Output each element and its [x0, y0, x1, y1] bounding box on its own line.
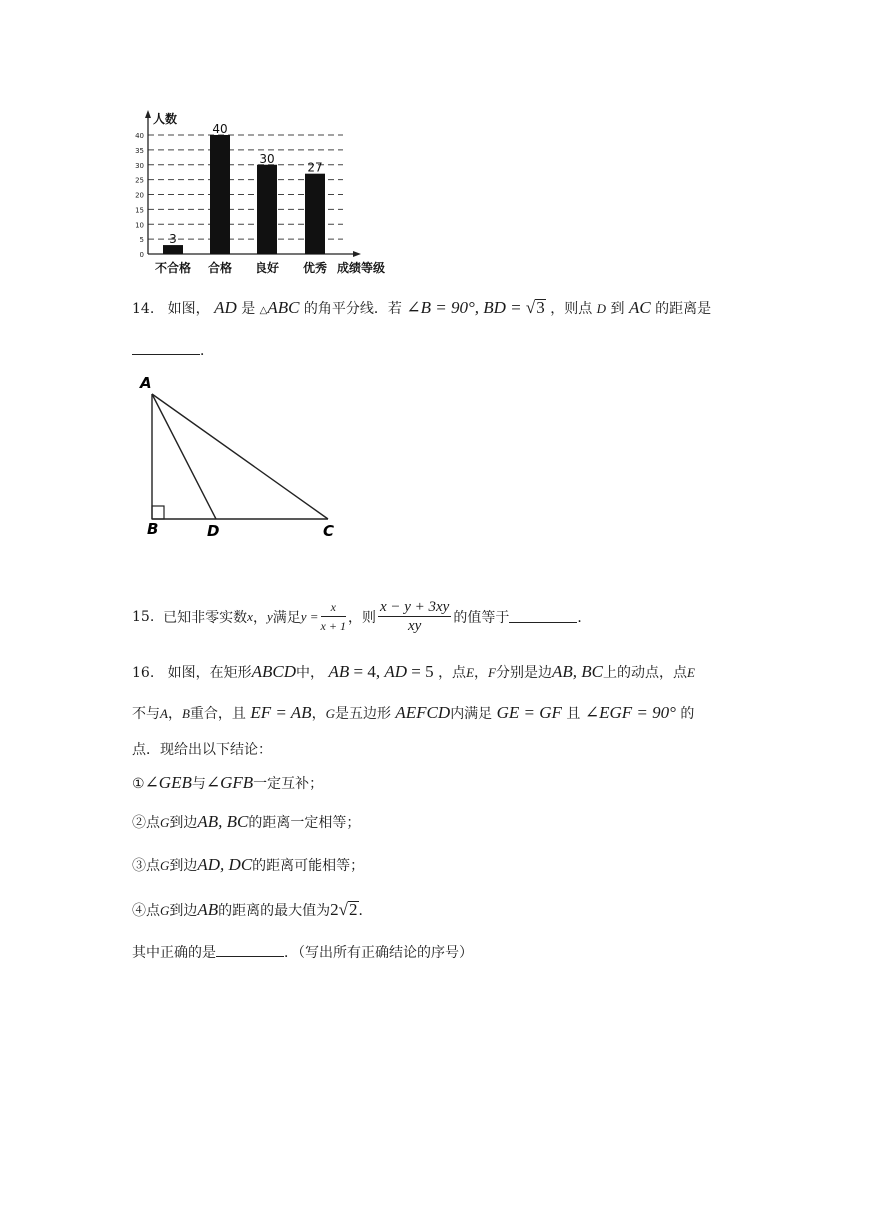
triangle-figure [136, 372, 346, 544]
label-d: D [207, 522, 220, 540]
q16-l2-t3: ， [311, 706, 326, 722]
c1-pre: ① [132, 776, 145, 792]
c4-g: G [160, 903, 170, 918]
q14-math-ad: AD [214, 298, 237, 317]
c1-t1: 与 [191, 776, 206, 792]
q16-l2-t2: 重合，且 [189, 706, 246, 722]
q16-line-3 [132, 739, 272, 759]
q16-l1-ab-bc: AB, BC [551, 662, 603, 681]
c1-t2: 一定互补； [253, 776, 324, 792]
question-14 [132, 298, 711, 318]
q16-l1-e2: E [686, 665, 695, 680]
y-tick-label: 15 [135, 206, 144, 215]
q16-l1-e: E [466, 665, 475, 680]
q16-l1-t2: 中， [296, 665, 325, 681]
c2-t2: 的距离一定相等； [248, 815, 361, 831]
q16-l1-abcd: ABCD [251, 662, 297, 681]
c4-t2: 的距离的最大值为 [218, 903, 331, 919]
category-label: 合格 [207, 261, 233, 275]
c2-ab-bc: AB, BC [197, 812, 249, 831]
q16-l2-t5: 内满足 [450, 706, 493, 722]
c4-end: ． [358, 903, 373, 919]
q14-sqrt-3: 3 [536, 298, 545, 317]
c3-t2: 的距离可能相等； [252, 858, 365, 874]
c2-t1: 到边 [169, 815, 198, 831]
q16-ans-t1: 其中正确的是 [132, 945, 216, 961]
question-15 [132, 598, 591, 635]
c1-angle-geb: ∠GEB [144, 773, 192, 792]
category-label: 优秀 [302, 261, 328, 275]
q15-comma: ， [252, 609, 267, 626]
q16-line-1 [132, 662, 695, 682]
q16-conclusion-3 [132, 855, 364, 875]
q14-math-abc: ABC [267, 298, 300, 317]
q15-end: ． [577, 609, 592, 626]
category-label: 良好 [254, 261, 280, 275]
q15-var-x: x [247, 608, 253, 624]
bar-0 [163, 245, 183, 254]
bar-chart [128, 108, 408, 278]
c3-t1: 到边 [169, 858, 198, 874]
q16-l2-t6: 且 [566, 706, 581, 722]
c3-ad-dc: AD, DC [197, 855, 253, 874]
q16-l2-angle: ∠EGF = 90° [584, 703, 676, 722]
q16-l2-g: G [325, 706, 335, 721]
q16-conclusion-4 [132, 900, 373, 920]
q16-l2-t1: 不与 [132, 706, 160, 722]
q16-l1-comma: ， [474, 665, 489, 681]
q14-answer-line [132, 340, 214, 360]
q16-l2-aefcd: AEFCD [395, 703, 451, 722]
q16-conclusion-2 [132, 812, 360, 832]
y-axis-arrow [145, 110, 151, 118]
q16-answer-blank[interactable] [216, 944, 284, 957]
y-tick-label: 10 [135, 221, 144, 230]
c2-pre: ②点 [132, 815, 160, 831]
c4-sqrt-sign: √ [338, 900, 349, 919]
q16-l2-comma: ， [167, 706, 182, 722]
y-axis-title: 人数 [153, 112, 178, 126]
data-label: 3 [169, 232, 177, 247]
y-tick-label: 30 [135, 161, 144, 170]
q16-l2-t4: 是五边形 [334, 706, 391, 722]
c3-g: G [160, 858, 170, 873]
q16-l1-t4: 分别是边 [495, 665, 552, 681]
q16-l2-ge-gf: GE = GF [496, 703, 562, 722]
q14-text-4: ，则点 [550, 301, 593, 317]
c4-t1: 到边 [169, 903, 198, 919]
q16-l1-ab-ad: AB = 4, AD = 5 [328, 662, 434, 681]
data-label: 27 [307, 160, 323, 175]
q14-text-1: 如图， [167, 301, 210, 317]
q14-end: ． [200, 343, 214, 359]
q15-lhs: y = [300, 608, 319, 624]
q14-point-d: D [596, 301, 607, 316]
q16-number: 16. [132, 665, 155, 681]
y-tick-label: 35 [135, 146, 144, 155]
q15-text-4: 的值等于 [453, 609, 510, 626]
data-label: 30 [259, 151, 275, 166]
q16-l1-t5: 上的动点，点 [602, 665, 687, 681]
sqrt-sign: √ [525, 298, 536, 317]
q15-text-1: 已知非零实数 [163, 609, 248, 626]
q15-fraction-1 [321, 598, 346, 635]
bar-2 [257, 165, 277, 254]
q16-l1-t1: 如图，在矩形 [167, 665, 252, 681]
c1-angle-gfb: ∠GFB [205, 773, 254, 792]
c4-radicand: 2 [349, 900, 358, 919]
q15-answer-blank[interactable] [509, 610, 577, 623]
bar-3 [305, 174, 325, 254]
label-c: C [323, 522, 335, 540]
q15-fraction-2 [378, 598, 451, 635]
q16-ans-t2: ．（写出所有正确结论的序号） [284, 945, 473, 961]
q14-answer-blank[interactable] [132, 342, 200, 355]
q15-frac1-den: x + 1 [320, 619, 346, 633]
q15-var-y: y [266, 608, 273, 624]
q14-text-2: 是 [241, 301, 256, 317]
q14-text-3: 的角平分线．若 [303, 301, 402, 317]
label-b: B [147, 520, 159, 538]
right-angle-mark [152, 506, 164, 519]
q16-l3: 点．现给出以下结论： [132, 742, 272, 758]
x-axis-arrow [353, 251, 361, 257]
q14-math-angle: ∠B = 90°, BD = [406, 298, 526, 317]
q14-text-6: 的距离是 [655, 301, 712, 317]
c2-g: G [160, 815, 170, 830]
c4-pre: ④点 [132, 903, 160, 919]
q16-l1-t3: ，点 [438, 665, 467, 681]
y-tick-label: 40 [135, 132, 144, 140]
chart-axes [145, 110, 361, 257]
y-tick-label: 20 [135, 191, 144, 200]
q16-conclusion-1 [132, 773, 323, 793]
c4-coef: 2 [330, 900, 339, 919]
c3-pre: ③点 [132, 858, 160, 874]
triangle-symbol: △ [259, 305, 268, 316]
q14-text-5: 到 [610, 301, 625, 317]
y-tick-label: 5 [139, 236, 144, 245]
q16-l1-f: F [488, 665, 496, 680]
y-tick-label: 25 [135, 176, 144, 185]
bar-1 [210, 135, 230, 254]
q15-frac2-den: xy [407, 618, 422, 634]
q16-line-2 [132, 703, 694, 723]
q16-l2-ef-ab: EF = AB [250, 703, 312, 722]
q16-l2-t7: 的 [680, 706, 695, 722]
q14-math-ac: AC [628, 298, 651, 317]
q15-number: 15. [132, 608, 155, 625]
q15-text-3: ，则 [347, 609, 376, 626]
q15-frac2-num: x − y + 3xy [379, 599, 450, 615]
q15-frac1-num: x [321, 598, 346, 617]
q16-l2-a: A [160, 706, 168, 721]
x-axis-title: 成绩等级 [337, 261, 386, 275]
q16-answer-line [132, 942, 473, 962]
q15-text-2: 满足 [272, 609, 301, 626]
y-tick-label: 0 [139, 251, 144, 259]
c4-ab: AB [197, 900, 219, 919]
data-label: 40 [212, 122, 228, 136]
q16-l2-b: B [181, 706, 190, 721]
q14-number: 14. [132, 301, 155, 317]
category-label: 不合格 [154, 261, 192, 275]
label-a: A [140, 374, 152, 392]
